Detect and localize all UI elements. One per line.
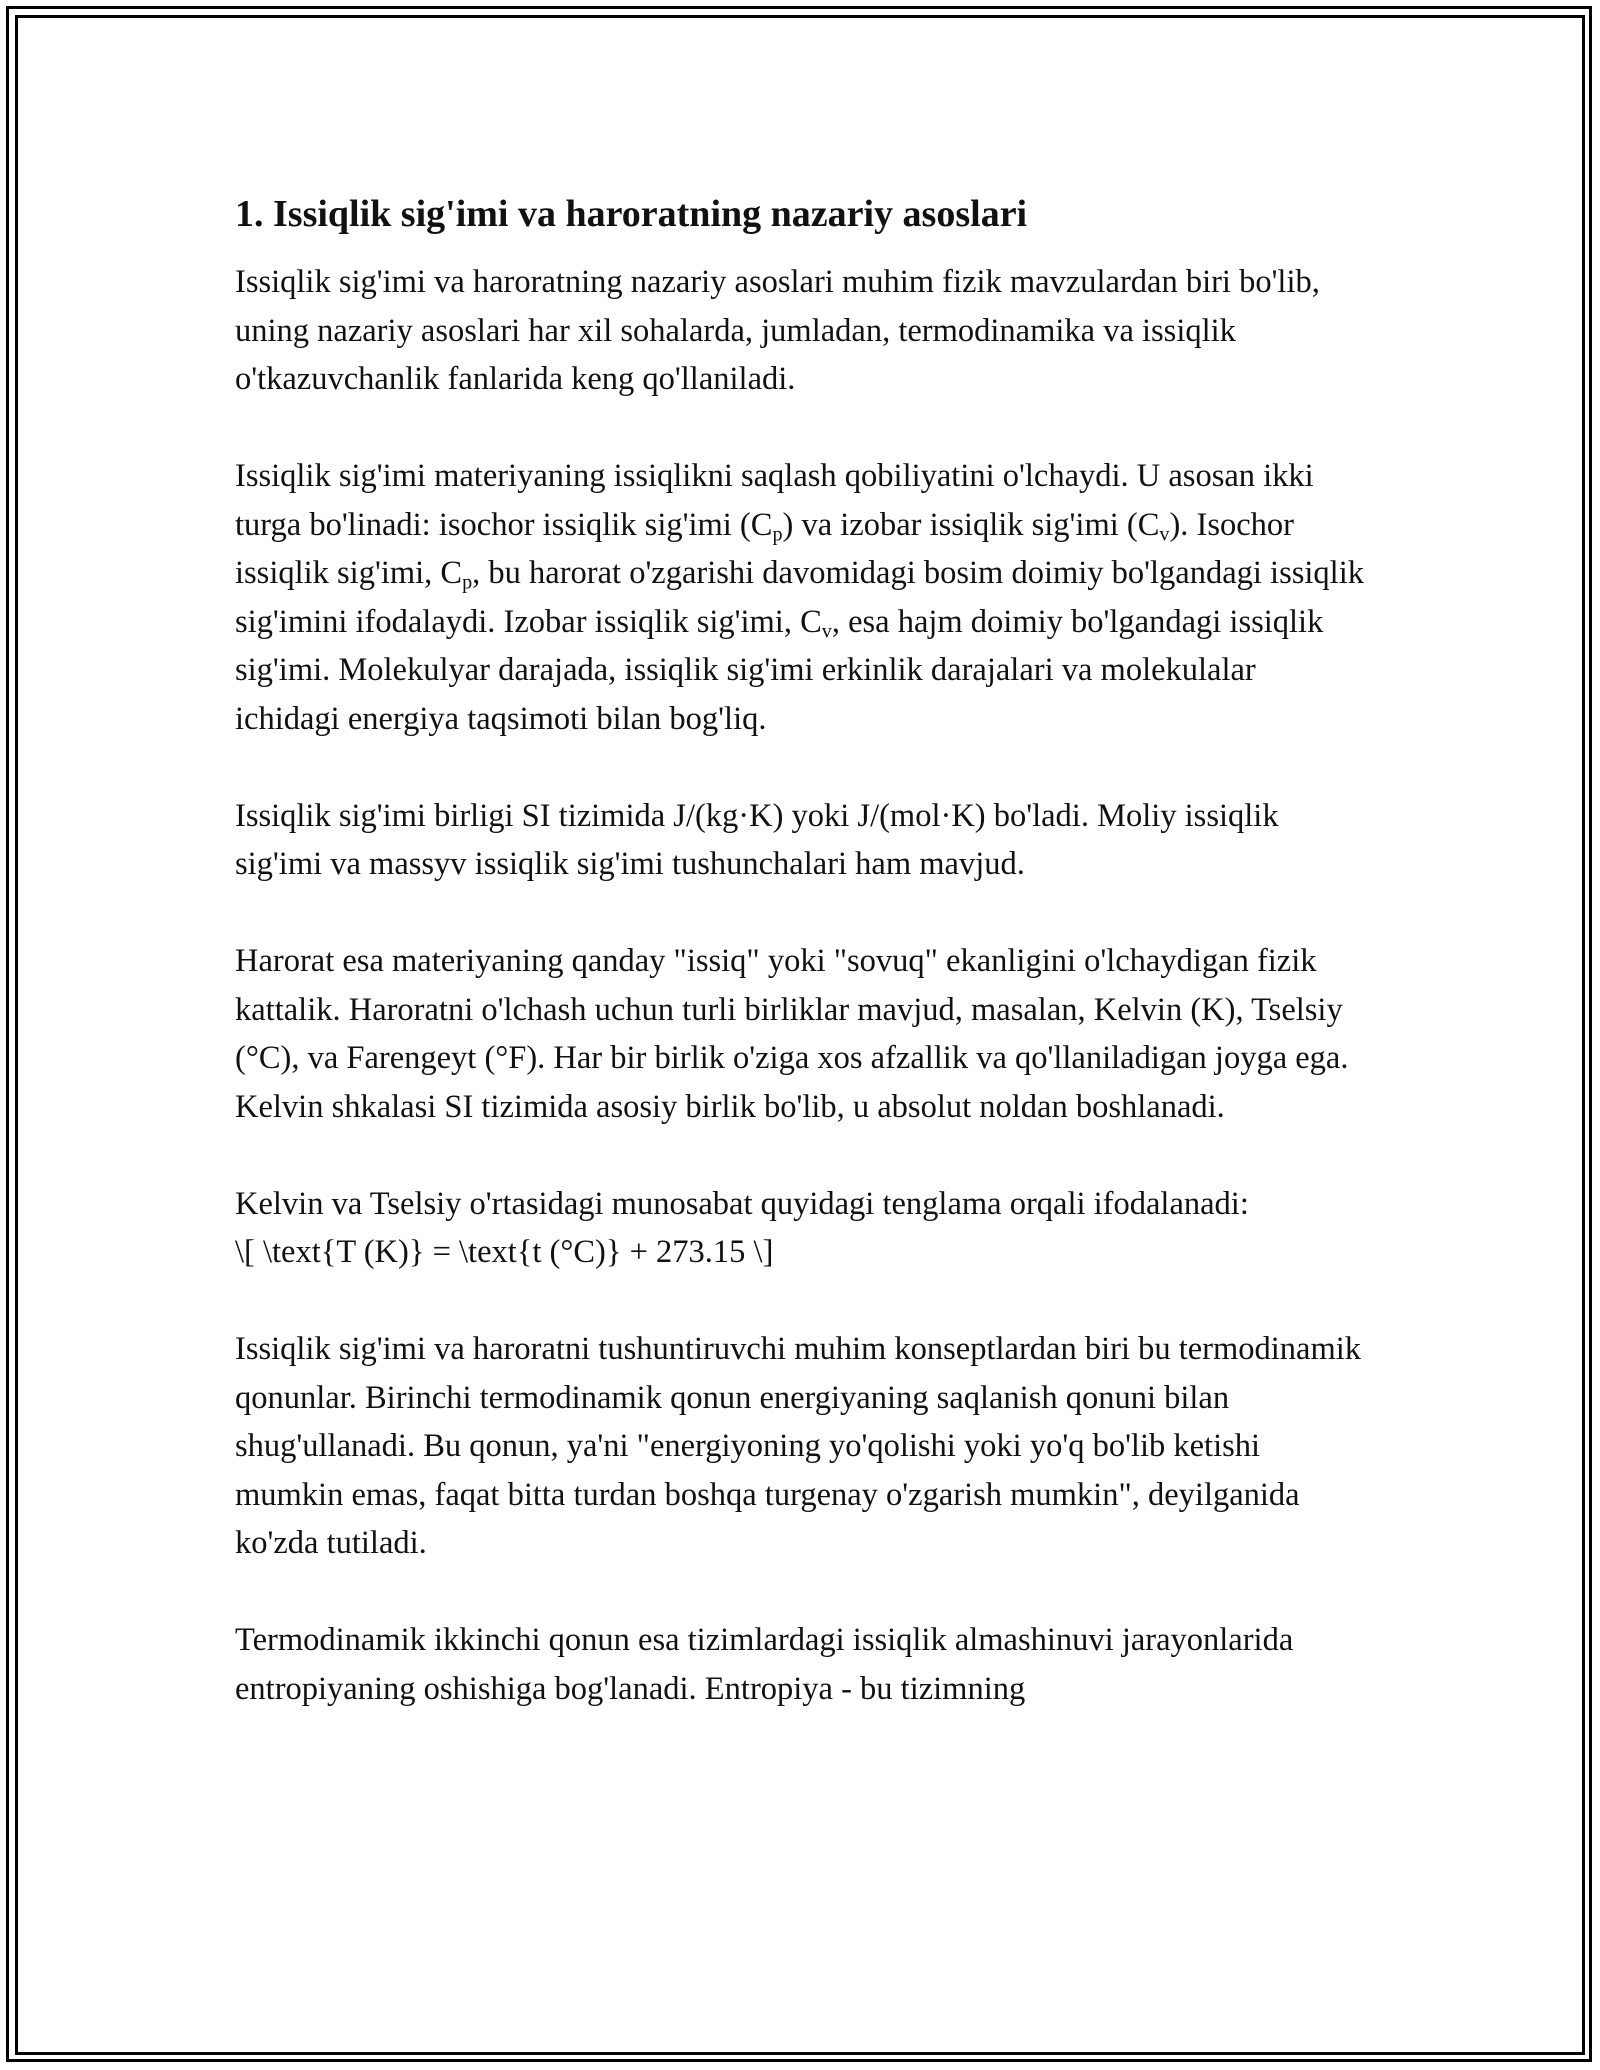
section-heading: 1. Issiqlik sig'imi va haroratning nazariy asoslari [235,193,1028,235]
paragraph-second-law: Termodinamik ikkinchi qonun esa tizimlardagi issiqlik almashinuvi jarayonlarida entropiyaning oshishiga bog'lanadi. Entropiya - bu tizimning [235,1622,1294,1707]
relation-text: Kelvin va Tselsiy o'rtasidagi munosabat quyidagi tenglama orqali ifodalanadi: [235,1185,1249,1222]
paragraph-intro: Issiqlik sig'imi va haroratning nazariy asoslari muhim fizik mavzulardan biri bo'lib, uning nazariy asoslari har xil sohalarda, jumladan, termodinamika va issiqlik o'tkazuvchanlik fanlarida keng qo'llaniladi. [235,264,1320,397]
document-body [235,190,1365,1762]
subscript-p: p [772,523,783,546]
text-fragment: ) va izobar issiqlik sig'imi (C [782,506,1160,543]
paragraph-temperature: Harorat esa materiyaning qanday "issiq" yoki "sovuq" ekanligini o'lchaydigan fizik kattalik. Haroratni o'lchash uchun turli birliklar mavjud, masalan, Kelvin (K), Tselsiy (°C), va Farengeyt (°F). Har bir birlik o'ziga xos afzallik va qo'llaniladigan joyga ega. Kelvin shkalasi SI tizimida asosiy birlik bo'lib, u absolut noldan boshlanadi. [235,943,1349,1125]
subscript-v: v [821,620,832,643]
paragraph-first-law: Issiqlik sig'imi va haroratni tushuntiruvchi muhim konseptlardan biri bu termodinamik qonunlar. Birinchi termodinamik qonun energiyaning saqlanish qonuni bilan shug'ullanadi. Bu qonun, ya'ni "energiyoning yo'qolishi yoki yo'q bo'lib ketishi mumkin emas, faqat bitta turdan boshqa turgenay o'zgarish mumkin", deyilganida ko'zda tutiladi. [235,1331,1362,1561]
text-fragment: , esa hajm doimiy bo'lgandagi issiqlik sig'imi. Molekulyar darajada, issiqlik sig'imi erkinlik darajalari va molekulalar ichidagi energiya taqsimoti bilan bog'liq. [235,603,1324,737]
subscript-p: p [462,571,473,594]
text-fragment: Issiqlik sig'imi materiyaning issiqlikni saqlash qobiliyatini o'lchaydi. U asosan ikki turga bo'linadi: isochor issiqlik sig'imi (C [235,458,1314,543]
text-fragment: , bu harorat o'zgarishi davomidagi bosim doimiy bo'lgandagi issiqlik sig'imini ifodalaydi. Izobar issiqlik sig'imi, C [235,555,1364,640]
paragraph-kelvin-celsius [235,1180,1365,1277]
paragraph-si-units: Issiqlik sig'imi birligi SI tizimida J/(kg·K) yoki J/(mol·K) bo'ladi. Moliy issiqlik sig'imi va massyv issiqlik sig'imi tushunchalari ham mavjud. [235,797,1279,882]
text-fragment: ). Isochor issiqlik sig'imi, C [235,506,1295,591]
relation-formula: \[ \text{T (K)} = \text{t (°C)} + 273.15 \] [235,1234,774,1270]
subscript-v: v [1159,523,1170,546]
paragraph-heat-capacity-types [235,452,1365,743]
